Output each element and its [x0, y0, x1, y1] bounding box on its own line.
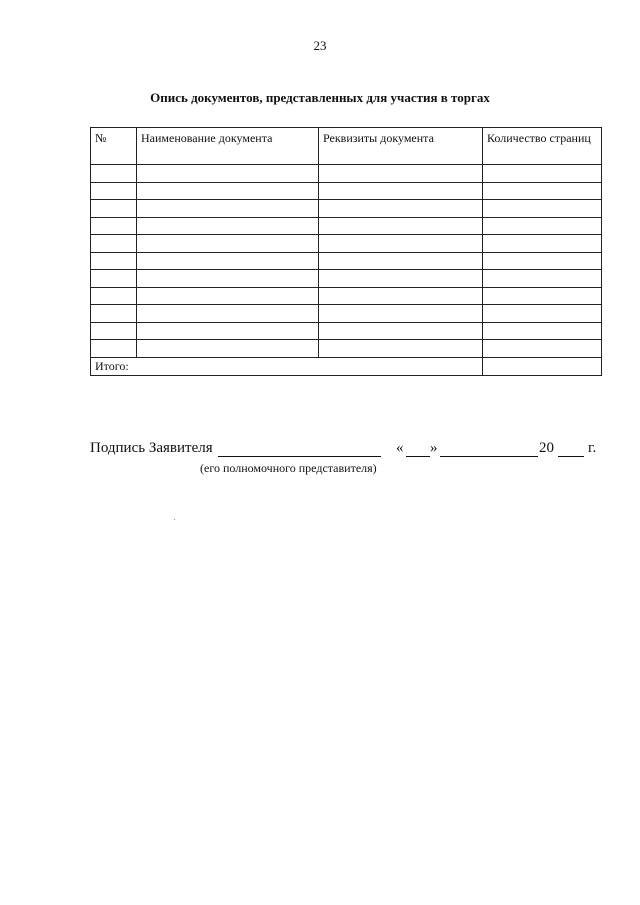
table-row — [91, 217, 602, 235]
document-details-cell — [319, 287, 483, 305]
signature-caption: (его полномочного представителя) — [200, 461, 377, 475]
document-details-cell — [319, 270, 483, 288]
table-row — [91, 165, 602, 183]
page-count-cell — [483, 305, 602, 323]
page-count-cell — [483, 182, 602, 200]
page-count-cell — [483, 287, 602, 305]
number-cell — [91, 235, 137, 253]
page-count-cell — [483, 217, 602, 235]
page-number: 23 — [313, 38, 327, 53]
number-cell — [91, 165, 137, 183]
number-cell — [91, 217, 137, 235]
document-details-cell — [319, 235, 483, 253]
document-title: Опись документов, представленных для участия в торгах — [150, 90, 490, 105]
total-label: Итого: — [91, 357, 483, 375]
table-total-row — [91, 357, 602, 375]
day-blank — [406, 456, 430, 457]
documents-inventory-table — [90, 127, 602, 376]
year-blank — [558, 456, 584, 457]
signature-label: Подпись Заявителя — [90, 440, 213, 456]
number-cell — [91, 287, 137, 305]
document-details-cell — [319, 322, 483, 340]
document-details-cell — [319, 165, 483, 183]
signature-line — [90, 440, 602, 460]
document-name-cell — [137, 182, 319, 200]
document-name-cell — [137, 305, 319, 323]
page-count-cell — [483, 252, 602, 270]
table-row — [91, 305, 602, 323]
table-row — [91, 200, 602, 218]
page-count-cell — [483, 340, 602, 358]
document-name-cell — [137, 235, 319, 253]
document-name-cell — [137, 287, 319, 305]
document-details-cell — [319, 217, 483, 235]
number-cell — [91, 200, 137, 218]
table-header-row — [91, 128, 602, 165]
number-cell — [91, 252, 137, 270]
year-prefix: 20 — [539, 440, 554, 456]
quote-open: « — [396, 440, 404, 456]
document-name-cell — [137, 217, 319, 235]
total-page-count-cell — [483, 357, 602, 375]
document-name-cell — [137, 340, 319, 358]
document-name-cell — [137, 165, 319, 183]
table-row — [91, 322, 602, 340]
number-cell — [91, 322, 137, 340]
document-details-cell — [319, 200, 483, 218]
month-blank — [440, 456, 538, 457]
page-count-cell — [483, 165, 602, 183]
table-row — [91, 252, 602, 270]
table-row — [91, 340, 602, 358]
number-cell — [91, 340, 137, 358]
document-details-cell — [319, 182, 483, 200]
table-row — [91, 287, 602, 305]
document-details-cell — [319, 252, 483, 270]
page-count-cell — [483, 322, 602, 340]
number-cell — [91, 182, 137, 200]
document-details-cell — [319, 305, 483, 323]
quote-close: » — [430, 440, 438, 456]
scan-speck — [174, 519, 175, 520]
page-count-cell — [483, 200, 602, 218]
document-name-cell — [137, 322, 319, 340]
column-header-page-count: Количество страниц — [483, 128, 602, 165]
table-row — [91, 182, 602, 200]
signature-blank — [218, 456, 381, 457]
document-name-cell — [137, 200, 319, 218]
table-row — [91, 235, 602, 253]
table-row — [91, 270, 602, 288]
number-cell — [91, 270, 137, 288]
document-name-cell — [137, 270, 319, 288]
document-name-cell — [137, 252, 319, 270]
column-header-document-name: Наименование документа — [137, 128, 319, 165]
column-header-document-details: Реквизиты документа — [319, 128, 483, 165]
number-cell — [91, 305, 137, 323]
page-count-cell — [483, 270, 602, 288]
document-details-cell — [319, 340, 483, 358]
page-count-cell — [483, 235, 602, 253]
year-suffix: г. — [588, 440, 597, 456]
column-header-number: № — [91, 128, 137, 165]
